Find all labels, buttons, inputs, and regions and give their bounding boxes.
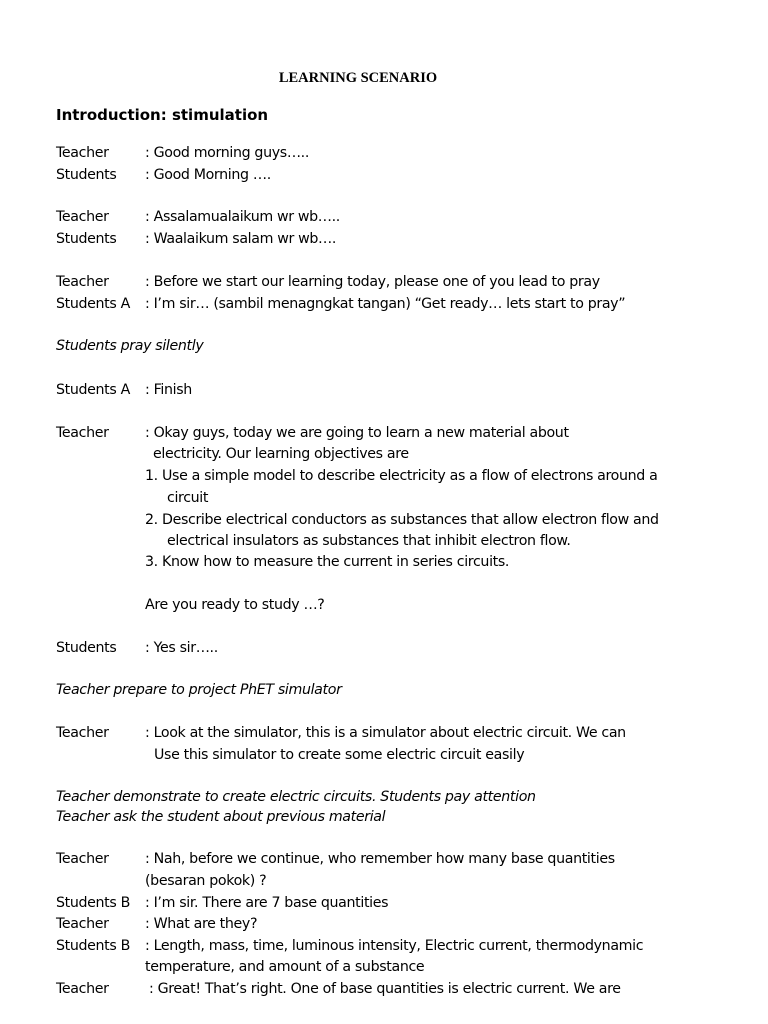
section-heading: Introduction: stimulation [56, 106, 269, 124]
speaker-label: Teacher [56, 725, 109, 741]
dialogue-text: : Assalamualaikum wr wb….. [145, 209, 340, 225]
dialogue-text: Use this simulator to create some electric circuit easily [154, 747, 525, 763]
speaker-label: Students A [56, 382, 130, 398]
dialogue-text: : I’m sir. There are 7 base quantities [145, 895, 389, 911]
dialogue-text: : Good morning guys….. [145, 145, 309, 161]
dialogue-text: : Nah, before we continue, who remember how many base quantities [145, 851, 615, 867]
objective-text: 2. Describe electrical conductors as substances that allow electron flow and [145, 512, 659, 528]
dialogue-text: : Look at the simulator, this is a simulator about electric circuit. We can [145, 725, 626, 741]
speaker-label: Students [56, 167, 117, 183]
objective-text: 1. Use a simple model to describe electricity as a flow of electrons around a [145, 468, 658, 484]
dialogue-text: : Length, mass, time, luminous intensity, Electric current, thermodynamic [145, 938, 644, 954]
speaker-label: Teacher [56, 209, 109, 225]
dialogue-text: (besaran pokok) ? [145, 873, 267, 889]
speaker-label: Teacher [56, 851, 109, 867]
stage-direction: Teacher demonstrate to create electric circuits. Students pay attention [56, 789, 536, 805]
speaker-label: Students B [56, 895, 130, 911]
speaker-label: Students B [56, 938, 130, 954]
speaker-label: Teacher [56, 425, 109, 441]
objective-text: 3. Know how to measure the current in series circuits. [145, 554, 510, 570]
speaker-label: Teacher [56, 981, 109, 997]
dialogue-text: : Okay guys, today we are going to learn a new material about [145, 425, 569, 441]
stage-direction: Teacher prepare to project PhET simulator [56, 682, 342, 698]
speaker-label: Teacher [56, 916, 109, 932]
dialogue-text: electricity. Our learning objectives are [153, 446, 409, 462]
dialogue-text: : Good Morning …. [145, 167, 271, 183]
document-title: LEARNING SCENARIO [278, 70, 438, 86]
dialogue-text: : Finish [145, 382, 192, 398]
objective-text: electrical insulators as substances that inhibit electron flow. [167, 533, 571, 549]
stage-direction: Students pray silently [56, 338, 204, 354]
speaker-label: Teacher [56, 274, 109, 290]
speaker-label: Students [56, 640, 117, 656]
dialogue-text: temperature, and amount of a substance [145, 959, 425, 975]
dialogue-text: : What are they? [145, 916, 258, 932]
speaker-label: Students A [56, 296, 130, 312]
speaker-label: Teacher [56, 145, 109, 161]
objective-text: circuit [167, 490, 209, 506]
dialogue-text: : Great! That’s right. One of base quantities is electric current. We are [149, 981, 621, 997]
dialogue-text: : I’m sir… (sambil menagngkat tangan) “Get ready… lets start to pray” [145, 296, 626, 312]
dialogue-text: : Before we start our learning today, please one of you lead to pray [145, 274, 600, 290]
speaker-label: Students [56, 231, 117, 247]
dialogue-text: : Yes sir….. [145, 640, 218, 656]
stage-direction: Teacher ask the student about previous material [56, 809, 386, 825]
dialogue-text: : Waalaikum salam wr wb…. [145, 231, 337, 247]
dialogue-text: Are you ready to study …? [145, 597, 325, 613]
